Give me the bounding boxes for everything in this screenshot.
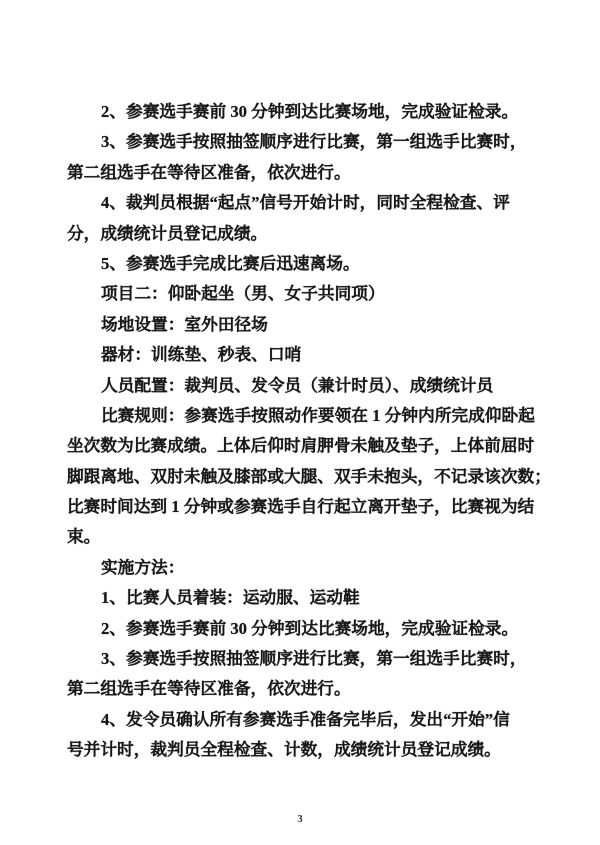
text-line: 第二组选手在等待区准备，依次进行。 bbox=[67, 162, 351, 182]
text-line: 分，成绩统计员登记成绩。 bbox=[67, 223, 268, 243]
text-line: 第二组选手在等待区准备，依次进行。 bbox=[67, 679, 351, 699]
text-line: 4、裁判员根据“起点”信号开始计时，同时全程检查、评 bbox=[101, 193, 510, 213]
text-line: 5、参赛选手完成比赛后迅速离场。 bbox=[101, 253, 360, 273]
text-line: 比赛时间达到 1 分钟或参赛选手自行起立离开垫子，比赛视为结 bbox=[67, 497, 535, 517]
text-line: 场地设置：室外田径场 bbox=[101, 314, 268, 334]
text-line: 2、参赛选手赛前 30 分钟到达比赛场地，完成验证检录。 bbox=[101, 102, 519, 121]
text-line: 束。 bbox=[67, 527, 101, 547]
document-body bbox=[67, 97, 549, 766]
text-line: 坐次数为比赛成绩。上体后仰时肩胛骨未触及垫子，上体前屈时 bbox=[67, 436, 535, 456]
text-line: 1、比赛人员着装：运动服、运动鞋 bbox=[101, 588, 360, 608]
text-line: 3、参赛选手按照抽签顺序进行比赛，第一组选手比赛时， bbox=[101, 132, 527, 152]
page-number: 3 bbox=[297, 814, 303, 825]
text-line: 器材：训练垫、秒表、口哨 bbox=[101, 345, 302, 365]
text-line: 比赛规则：参赛选手按照动作要领在 1 分钟内所完成仰卧起 bbox=[101, 405, 535, 425]
text-line: 项目二：仰卧起坐（男、女子共同项） bbox=[101, 284, 385, 304]
text-line: 2、参赛选手赛前 30 分钟到达比赛场地，完成验证检录。 bbox=[101, 618, 519, 638]
text-line: 4、发令员确认所有参赛选手准备完毕后，发出“开始”信 bbox=[101, 709, 510, 729]
text-line: 3、参赛选手按照抽签顺序进行比赛，第一组选手比赛时， bbox=[101, 649, 527, 669]
text-line: 实施方法： bbox=[101, 557, 185, 577]
text-line: 脚跟离地、双肘未触及膝部或大腿、双手未抱头，不记录该次数； bbox=[67, 466, 551, 486]
text-line: 号并计时，裁判员全程检查、计数，成绩统计员登记成绩。 bbox=[67, 740, 501, 760]
text-line: 人员配置：裁判员、发令员（兼计时员）、成绩统计员 bbox=[101, 375, 494, 395]
